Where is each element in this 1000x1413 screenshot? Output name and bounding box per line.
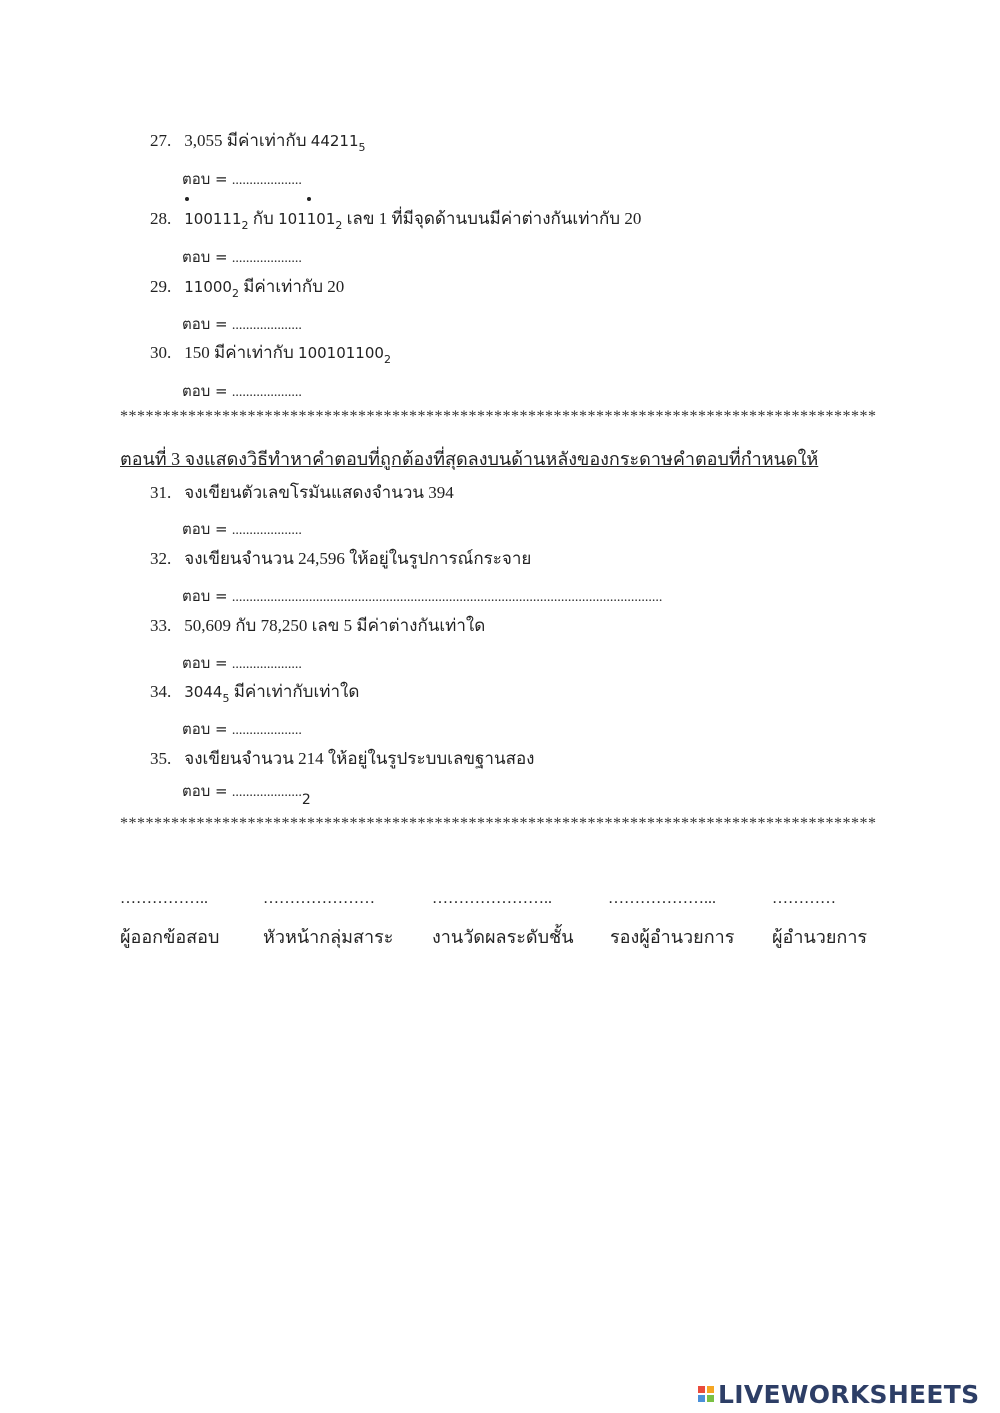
answer-blank[interactable]: .................... <box>231 318 302 333</box>
answer-blank[interactable]: .................... <box>231 251 302 266</box>
signature-line: ………………… <box>263 890 375 907</box>
question-text: จงเขียนจำนวน 214 ให้อยู่ในรูประบบเลขฐานสอง <box>184 749 535 768</box>
signature-line: ………… <box>772 890 836 907</box>
answer-blank[interactable]: .................... <box>231 385 302 400</box>
logo-tiles-icon <box>698 1386 714 1402</box>
answer-label: ตอบ = <box>182 170 228 188</box>
answer-blank[interactable]: .................... <box>231 523 302 538</box>
brand-name: LIVEWORKSHEETS <box>718 1379 980 1409</box>
signature-line: ………………….. <box>432 890 552 907</box>
answer-line-30[interactable] <box>182 380 302 404</box>
question-number: 27. <box>150 131 172 150</box>
question-32 <box>150 548 531 570</box>
number-value: 3044 <box>184 683 223 701</box>
answer-label: ตอบ = <box>182 720 228 738</box>
answer-label: ตอบ = <box>182 315 228 333</box>
question-text: เลข 1 ที่มีจุดด้านบนมีค่าต่างกันเท่ากับ 20 <box>346 209 642 228</box>
base-subscript: 5 <box>358 141 366 154</box>
answer-label: ตอบ = <box>182 587 228 605</box>
number-value: 100111 <box>184 210 242 228</box>
answer-label: ตอบ = <box>182 382 228 400</box>
question-31 <box>150 482 454 504</box>
base-subscript: 5 <box>222 692 230 705</box>
answer-blank[interactable]: .................... <box>231 657 302 672</box>
signature-label: ผู้ออกข้อสอบ <box>120 927 220 947</box>
answer-line-31[interactable] <box>182 518 302 542</box>
question-number: 31. <box>150 483 172 502</box>
answer-line-29[interactable] <box>182 313 302 337</box>
number-value: 100101100 <box>298 344 384 362</box>
question-number: 35. <box>150 749 172 768</box>
answer-label: ตอบ = <box>182 248 228 266</box>
question-text: มีค่าเท่ากับเท่าใด <box>233 682 360 701</box>
answer-line-34[interactable] <box>182 718 302 742</box>
question-34 <box>150 681 359 710</box>
answer-blank[interactable]: .................... <box>231 723 302 738</box>
liveworksheets-logo[interactable] <box>698 1378 979 1410</box>
answer-line-33[interactable] <box>182 652 302 676</box>
question-number: 32. <box>150 549 172 568</box>
answer-blank-long[interactable]: ........................................................................................................................... <box>231 590 663 605</box>
question-35 <box>150 748 534 770</box>
question-number: 34. <box>150 682 172 701</box>
question-27 <box>150 130 366 159</box>
number-value: 44211 <box>310 132 359 150</box>
signature-label: ผู้อำนวยการ <box>772 927 868 947</box>
base-subscript: 2 <box>231 287 239 300</box>
number-value: 101101 <box>278 210 336 228</box>
base-subscript: 2 <box>383 353 391 366</box>
signature-label: รองผู้อำนวยการ <box>610 927 735 947</box>
base-subscript: 2 <box>241 219 249 232</box>
question-text: 150 มีค่าเท่ากับ <box>184 343 299 362</box>
question-number: 28. <box>150 209 172 228</box>
question-text: จงเขียนตัวเลขโรมันแสดงจำนวน 394 <box>184 483 454 502</box>
signature-line: …………….. <box>120 890 208 907</box>
question-text: มีค่าเท่ากับ 20 <box>243 277 345 296</box>
base-subscript: 2 <box>335 219 343 232</box>
question-number: 29. <box>150 277 172 296</box>
question-text: 50,609 กับ 78,250 เลข 5 มีค่าต่างกันเท่าใด <box>184 616 486 635</box>
question-number: 30. <box>150 343 172 362</box>
answer-blank[interactable]: .................... <box>231 173 302 188</box>
section-3-heading: ตอนที่ 3 จงแสดงวิธีทำหาคำตอบที่ถูกต้องที่สุดลงบนด้านหลังของกระดาษคำตอบที่กำหนดให้ <box>120 449 819 469</box>
digit-dot-marker <box>307 197 311 201</box>
signature-label: หัวหน้ากลุ่มสาระ <box>263 927 394 947</box>
separator-stars: ***************************************************************************************** <box>120 815 877 832</box>
question-text: 3,055 มีค่าเท่ากับ <box>184 131 311 150</box>
digit-dot-marker <box>185 197 189 201</box>
separator-stars: ***************************************************************************************** <box>120 408 877 425</box>
answer-line-27[interactable] <box>182 168 302 192</box>
signature-label: งานวัดผลระดับชั้น <box>432 927 574 947</box>
answer-label: ตอบ = <box>182 654 228 672</box>
question-text: จงเขียนจำนวน 24,596 ให้อยู่ในรูปการณ์กระจาย <box>184 549 532 568</box>
base-subscript: 2 <box>301 792 311 808</box>
question-29 <box>150 276 344 305</box>
signature-line: ………………... <box>608 890 716 907</box>
question-33 <box>150 615 485 637</box>
question-number: 33. <box>150 616 172 635</box>
answer-line-32[interactable] <box>182 585 662 609</box>
answer-label: ตอบ = <box>182 520 228 538</box>
number-value: 11000 <box>184 278 232 296</box>
answer-line-28[interactable] <box>182 246 302 270</box>
question-28 <box>150 208 641 237</box>
answer-blank[interactable]: .................... <box>231 785 302 800</box>
answer-label: ตอบ = <box>182 782 228 800</box>
question-30 <box>150 342 391 371</box>
question-text: กับ <box>252 209 279 228</box>
answer-line-35[interactable] <box>182 780 311 811</box>
